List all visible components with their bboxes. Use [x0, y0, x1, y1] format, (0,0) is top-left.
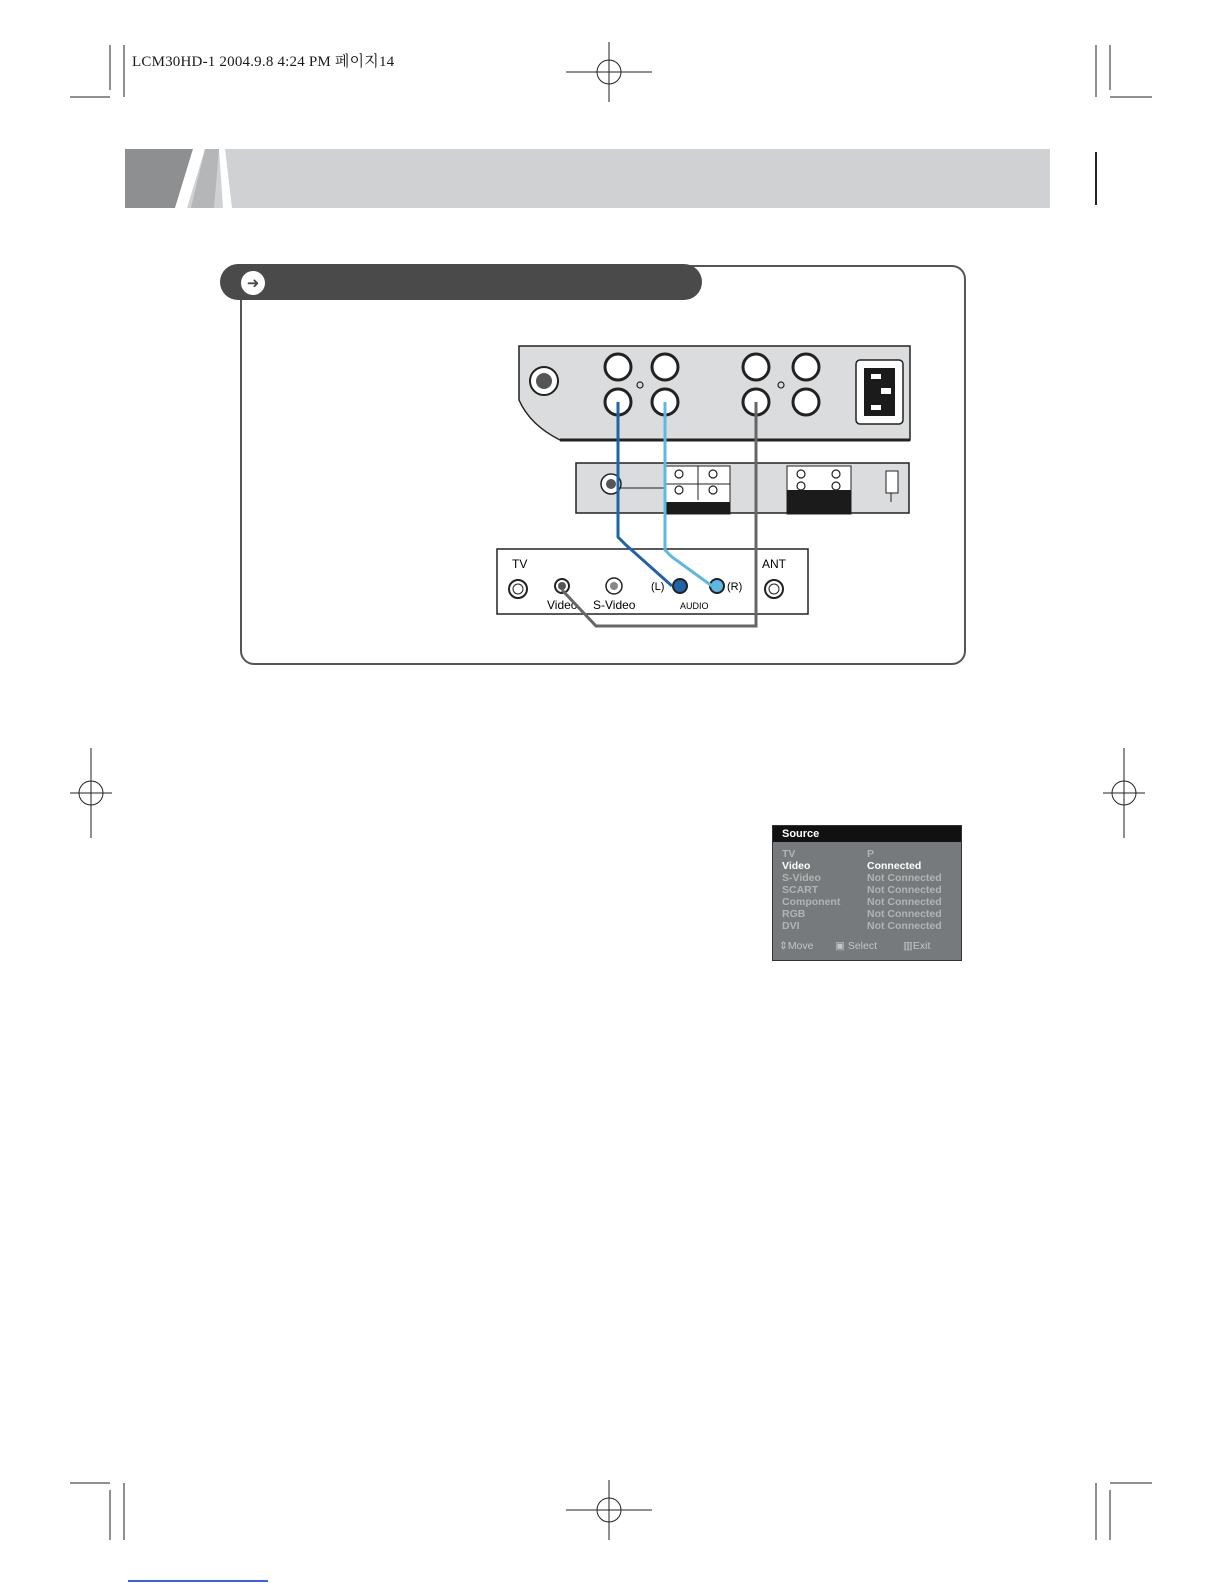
osd-row-scart[interactable]: SCART Not Connected [782, 884, 942, 896]
svideo-jack-monitor [530, 367, 558, 395]
osd-row-tv[interactable]: TV P [782, 848, 875, 860]
osd-row-rgb[interactable]: RGB Not Connected [782, 908, 942, 920]
audio-right-jack-tv [710, 579, 724, 593]
power-inlet [856, 360, 903, 424]
osd-footer [779, 940, 959, 954]
audio-right-label: (R) [727, 581, 743, 593]
svideo-jack-tv [606, 578, 622, 594]
audio-left-jack-tv [673, 579, 687, 593]
select-key-icon: ▣ [835, 940, 848, 952]
audio-label: AUDIO [680, 601, 709, 611]
tv-coax-jack [509, 580, 527, 598]
page-link-underline [128, 1580, 268, 1582]
connection-diagram [0, 0, 1225, 700]
ant-coax-jack [765, 580, 783, 598]
osd-exit-hint: ▥Exit [903, 940, 931, 952]
svideo-label: S-Video [593, 598, 636, 612]
osd-row-dvi[interactable]: DVI Not Connected [782, 920, 942, 932]
arrow-right-icon: ➜ [241, 271, 265, 295]
osd-row-svideo[interactable]: S-Video Not Connected [782, 872, 942, 884]
tv-label: TV [512, 557, 528, 571]
video-label: Video [547, 598, 578, 612]
osd-select-hint: ▣ Select [835, 940, 878, 952]
ant-label: ANT [762, 557, 786, 571]
osd-row-video[interactable]: Video Connected [782, 860, 922, 872]
audio-left-label: (L) [651, 581, 665, 593]
osd-title: Source [773, 826, 961, 842]
osd-row-component[interactable]: Component Not Connected [782, 896, 942, 908]
osd-move-hint: ⇕Move [779, 940, 814, 952]
updown-icon: ⇕ [779, 940, 788, 952]
monitor-rear-panel [519, 346, 910, 440]
exit-key-icon: ▥ [903, 940, 913, 952]
source-osd-menu [772, 825, 962, 961]
print-slug: LCM30HD-1 2004.9.8 4:24 PM 페이지14 [132, 54, 395, 70]
